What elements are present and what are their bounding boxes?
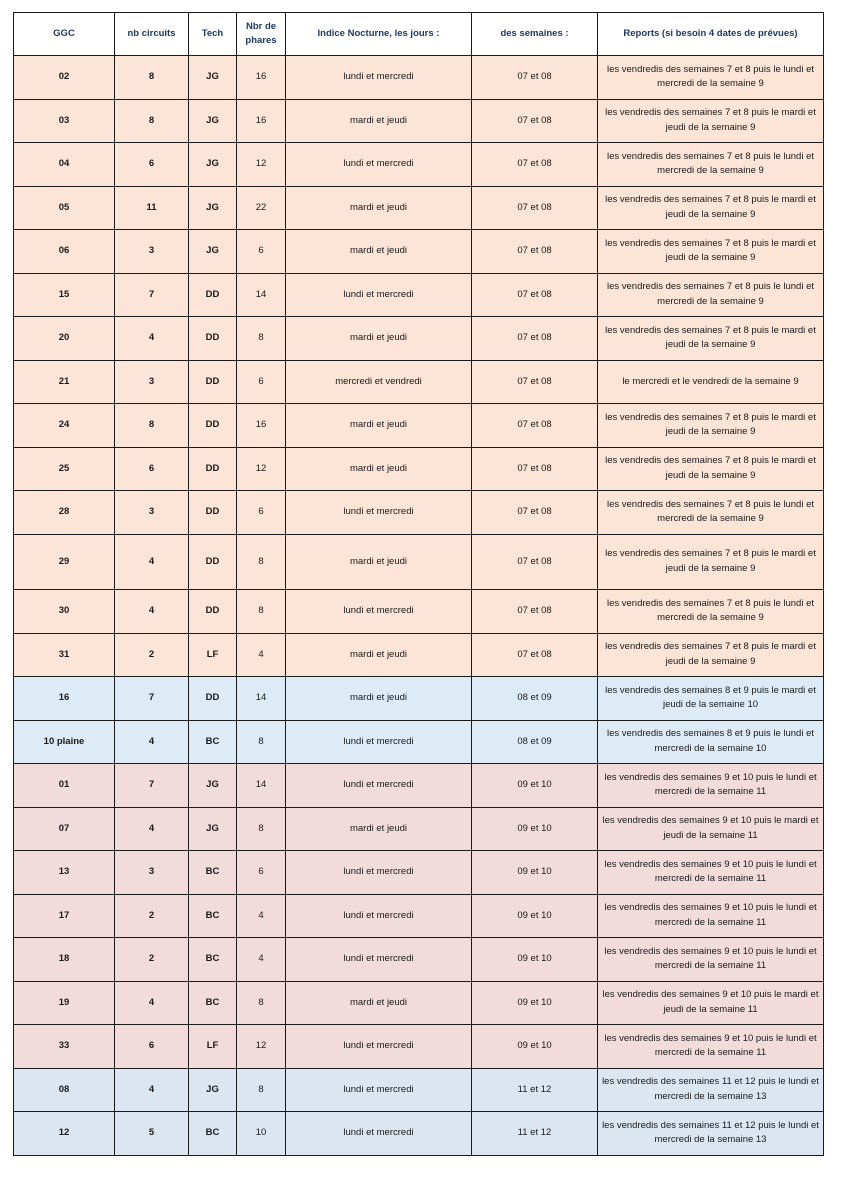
tech-cell: BC	[189, 720, 237, 764]
reports-cell: le mercredi et le vendredi de la semaine 9	[598, 360, 824, 404]
indice-nocturne-cell: lundi et mercredi	[286, 491, 472, 535]
semaines-cell: 07 et 08	[472, 56, 598, 100]
indice-nocturne-cell: mardi et jeudi	[286, 317, 472, 361]
nb-circuits-cell: 11	[115, 186, 189, 230]
nbr-phares-cell: 8	[237, 1068, 286, 1112]
header-semaines: des semaines :	[472, 13, 598, 56]
tech-cell: BC	[189, 1112, 237, 1156]
semaines-cell: 07 et 08	[472, 534, 598, 590]
reports-cell: les vendredis des semaines 7 et 8 puis le lundi et mercredi de la semaine 9	[598, 143, 824, 187]
table-row	[14, 894, 824, 938]
reports-cell: les vendredis des semaines 8 et 9 puis le lundi et mercredi de la semaine 10	[598, 720, 824, 764]
table-row	[14, 143, 824, 187]
reports-cell: les vendredis des semaines 8 et 9 puis le mardi et jeudi de la semaine 10	[598, 677, 824, 721]
indice-nocturne-cell: lundi et mercredi	[286, 851, 472, 895]
table-row	[14, 1025, 824, 1069]
reports-cell: les vendredis des semaines 7 et 8 puis le lundi et mercredi de la semaine 9	[598, 273, 824, 317]
nb-circuits-cell: 3	[115, 360, 189, 404]
table-row	[14, 981, 824, 1025]
reports-cell: les vendredis des semaines 9 et 10 puis le lundi et mercredi de la semaine 11	[598, 894, 824, 938]
table-row	[14, 807, 824, 851]
table-row	[14, 491, 824, 535]
indice-nocturne-cell: mardi et jeudi	[286, 186, 472, 230]
tech-cell: JG	[189, 186, 237, 230]
tech-cell: BC	[189, 851, 237, 895]
semaines-cell: 07 et 08	[472, 590, 598, 634]
semaines-cell: 09 et 10	[472, 1025, 598, 1069]
ggc-cell: 06	[14, 230, 115, 274]
reports-cell: les vendredis des semaines 9 et 10 puis le lundi et mercredi de la semaine 11	[598, 851, 824, 895]
ggc-cell: 03	[14, 99, 115, 143]
nbr-phares-cell: 14	[237, 764, 286, 808]
ggc-cell: 33	[14, 1025, 115, 1069]
semaines-cell: 07 et 08	[472, 230, 598, 274]
table-row	[14, 633, 824, 677]
nb-circuits-cell: 8	[115, 99, 189, 143]
header-reports: Reports (si besoin 4 dates de prévues)	[598, 13, 824, 56]
nbr-phares-cell: 16	[237, 404, 286, 448]
table-row	[14, 1112, 824, 1156]
reports-cell: les vendredis des semaines 9 et 10 puis le lundi et mercredi de la semaine 11	[598, 764, 824, 808]
indice-nocturne-cell: lundi et mercredi	[286, 720, 472, 764]
table-row	[14, 56, 824, 100]
header-nbr-phares: Nbr de phares	[237, 13, 286, 56]
table-row	[14, 317, 824, 361]
indice-nocturne-cell: mardi et jeudi	[286, 99, 472, 143]
nbr-phares-cell: 8	[237, 807, 286, 851]
ggc-cell: 30	[14, 590, 115, 634]
nbr-phares-cell: 12	[237, 447, 286, 491]
reports-cell: les vendredis des semaines 7 et 8 puis le mardi et jeudi de la semaine 9	[598, 186, 824, 230]
ggc-cell: 07	[14, 807, 115, 851]
semaines-cell: 09 et 10	[472, 851, 598, 895]
nbr-phares-cell: 16	[237, 99, 286, 143]
table-row	[14, 99, 824, 143]
ggc-cell: 13	[14, 851, 115, 895]
nb-circuits-cell: 7	[115, 273, 189, 317]
semaines-cell: 07 et 08	[472, 143, 598, 187]
tech-cell: JG	[189, 807, 237, 851]
nbr-phares-cell: 8	[237, 590, 286, 634]
tech-cell: DD	[189, 404, 237, 448]
indice-nocturne-cell: lundi et mercredi	[286, 1112, 472, 1156]
semaines-cell: 09 et 10	[472, 807, 598, 851]
table-row	[14, 273, 824, 317]
tech-cell: DD	[189, 677, 237, 721]
semaines-cell: 07 et 08	[472, 99, 598, 143]
nb-circuits-cell: 4	[115, 317, 189, 361]
nb-circuits-cell: 6	[115, 143, 189, 187]
table-row	[14, 1068, 824, 1112]
indice-nocturne-cell: mardi et jeudi	[286, 633, 472, 677]
nbr-phares-cell: 10	[237, 1112, 286, 1156]
reports-cell: les vendredis des semaines 7 et 8 puis le mardi et jeudi de la semaine 9	[598, 317, 824, 361]
table-row	[14, 938, 824, 982]
tech-cell: LF	[189, 633, 237, 677]
table-row	[14, 447, 824, 491]
nbr-phares-cell: 14	[237, 677, 286, 721]
ggc-cell: 25	[14, 447, 115, 491]
ggc-cell: 04	[14, 143, 115, 187]
reports-cell: les vendredis des semaines 9 et 10 puis le lundi et mercredi de la semaine 11	[598, 938, 824, 982]
reports-cell: les vendredis des semaines 7 et 8 puis le mardi et jeudi de la semaine 9	[598, 404, 824, 448]
reports-cell: les vendredis des semaines 7 et 8 puis le mardi et jeudi de la semaine 9	[598, 633, 824, 677]
indice-nocturne-cell: lundi et mercredi	[286, 894, 472, 938]
indice-nocturne-cell: mardi et jeudi	[286, 230, 472, 274]
nb-circuits-cell: 4	[115, 534, 189, 590]
indice-nocturne-cell: mercredi et vendredi	[286, 360, 472, 404]
semaines-cell: 11 et 12	[472, 1068, 598, 1112]
ggc-cell: 02	[14, 56, 115, 100]
table-row	[14, 186, 824, 230]
ggc-cell: 31	[14, 633, 115, 677]
ggc-cell: 20	[14, 317, 115, 361]
nb-circuits-cell: 4	[115, 981, 189, 1025]
tech-cell: JG	[189, 56, 237, 100]
table-row	[14, 851, 824, 895]
nb-circuits-cell: 6	[115, 1025, 189, 1069]
header-row	[14, 13, 824, 56]
ggc-cell: 15	[14, 273, 115, 317]
tech-cell: BC	[189, 981, 237, 1025]
semaines-cell: 07 et 08	[472, 273, 598, 317]
indice-nocturne-cell: lundi et mercredi	[286, 938, 472, 982]
semaines-cell: 07 et 08	[472, 186, 598, 230]
indice-nocturne-cell: mardi et jeudi	[286, 807, 472, 851]
ggc-cell: 12	[14, 1112, 115, 1156]
nb-circuits-cell: 4	[115, 807, 189, 851]
reports-cell: les vendredis des semaines 7 et 8 puis le mardi et jeudi de la semaine 9	[598, 99, 824, 143]
tech-cell: DD	[189, 273, 237, 317]
tech-cell: JG	[189, 99, 237, 143]
indice-nocturne-cell: lundi et mercredi	[286, 56, 472, 100]
tech-cell: DD	[189, 534, 237, 590]
indice-nocturne-cell: mardi et jeudi	[286, 447, 472, 491]
reports-cell: les vendredis des semaines 11 et 12 puis le lundi et mercredi de la semaine 13	[598, 1112, 824, 1156]
indice-nocturne-cell: lundi et mercredi	[286, 764, 472, 808]
semaines-cell: 07 et 08	[472, 447, 598, 491]
nbr-phares-cell: 8	[237, 317, 286, 361]
nb-circuits-cell: 4	[115, 720, 189, 764]
nbr-phares-cell: 4	[237, 633, 286, 677]
table-row	[14, 764, 824, 808]
indice-nocturne-cell: lundi et mercredi	[286, 143, 472, 187]
reports-cell: les vendredis des semaines 11 et 12 puis le lundi et mercredi de la semaine 13	[598, 1068, 824, 1112]
tech-cell: DD	[189, 491, 237, 535]
table-row	[14, 360, 824, 404]
ggc-cell: 18	[14, 938, 115, 982]
semaines-cell: 08 et 09	[472, 677, 598, 721]
tech-cell: JG	[189, 1068, 237, 1112]
semaines-cell: 09 et 10	[472, 938, 598, 982]
indice-nocturne-cell: mardi et jeudi	[286, 534, 472, 590]
ggc-cell: 16	[14, 677, 115, 721]
nbr-phares-cell: 8	[237, 981, 286, 1025]
nb-circuits-cell: 4	[115, 1068, 189, 1112]
ggc-cell: 21	[14, 360, 115, 404]
nbr-phares-cell: 6	[237, 360, 286, 404]
reports-cell: les vendredis des semaines 7 et 8 puis le mardi et jeudi de la semaine 9	[598, 230, 824, 274]
tech-cell: LF	[189, 1025, 237, 1069]
tech-cell: DD	[189, 590, 237, 634]
nbr-phares-cell: 8	[237, 534, 286, 590]
nbr-phares-cell: 6	[237, 491, 286, 535]
semaines-cell: 09 et 10	[472, 981, 598, 1025]
nbr-phares-cell: 22	[237, 186, 286, 230]
semaines-cell: 07 et 08	[472, 317, 598, 361]
tech-cell: DD	[189, 360, 237, 404]
semaines-cell: 09 et 10	[472, 894, 598, 938]
tech-cell: DD	[189, 447, 237, 491]
header-tech: Tech	[189, 13, 237, 56]
nb-circuits-cell: 2	[115, 938, 189, 982]
table-body	[14, 56, 824, 1156]
semaines-cell: 07 et 08	[472, 360, 598, 404]
nb-circuits-cell: 7	[115, 677, 189, 721]
indice-nocturne-cell: mardi et jeudi	[286, 677, 472, 721]
nb-circuits-cell: 8	[115, 404, 189, 448]
semaines-cell: 07 et 08	[472, 633, 598, 677]
nb-circuits-cell: 5	[115, 1112, 189, 1156]
header-indice-nocturne: Indice Nocturne, les jours :	[286, 13, 472, 56]
indice-nocturne-cell: mardi et jeudi	[286, 404, 472, 448]
table-row	[14, 677, 824, 721]
ggc-cell: 17	[14, 894, 115, 938]
nbr-phares-cell: 6	[237, 230, 286, 274]
reports-cell: les vendredis des semaines 9 et 10 puis le lundi et mercredi de la semaine 11	[598, 1025, 824, 1069]
table-row	[14, 720, 824, 764]
tech-cell: JG	[189, 764, 237, 808]
header-nb-circuits: nb circuits	[115, 13, 189, 56]
nbr-phares-cell: 4	[237, 938, 286, 982]
nb-circuits-cell: 3	[115, 491, 189, 535]
nb-circuits-cell: 6	[115, 447, 189, 491]
schedule-table	[13, 12, 824, 1156]
nb-circuits-cell: 2	[115, 894, 189, 938]
nb-circuits-cell: 3	[115, 851, 189, 895]
reports-cell: les vendredis des semaines 7 et 8 puis le lundi et mercredi de la semaine 9	[598, 56, 824, 100]
nbr-phares-cell: 4	[237, 894, 286, 938]
ggc-cell: 10 plaine	[14, 720, 115, 764]
semaines-cell: 08 et 09	[472, 720, 598, 764]
nbr-phares-cell: 16	[237, 56, 286, 100]
nbr-phares-cell: 6	[237, 851, 286, 895]
semaines-cell: 07 et 08	[472, 404, 598, 448]
tech-cell: BC	[189, 894, 237, 938]
reports-cell: les vendredis des semaines 9 et 10 puis le mardi et jeudi de la semaine 11	[598, 807, 824, 851]
semaines-cell: 11 et 12	[472, 1112, 598, 1156]
nbr-phares-cell: 12	[237, 143, 286, 187]
nbr-phares-cell: 14	[237, 273, 286, 317]
table-row	[14, 534, 824, 590]
ggc-cell: 05	[14, 186, 115, 230]
tech-cell: DD	[189, 317, 237, 361]
reports-cell: les vendredis des semaines 9 et 10 puis le mardi et jeudi de la semaine 11	[598, 981, 824, 1025]
table-row	[14, 230, 824, 274]
tech-cell: JG	[189, 230, 237, 274]
table-row	[14, 404, 824, 448]
nb-circuits-cell: 3	[115, 230, 189, 274]
nbr-phares-cell: 12	[237, 1025, 286, 1069]
indice-nocturne-cell: mardi et jeudi	[286, 981, 472, 1025]
reports-cell: les vendredis des semaines 7 et 8 puis le lundi et mercredi de la semaine 9	[598, 590, 824, 634]
tech-cell: JG	[189, 143, 237, 187]
ggc-cell: 29	[14, 534, 115, 590]
ggc-cell: 28	[14, 491, 115, 535]
indice-nocturne-cell: lundi et mercredi	[286, 1068, 472, 1112]
tech-cell: BC	[189, 938, 237, 982]
ggc-cell: 08	[14, 1068, 115, 1112]
semaines-cell: 07 et 08	[472, 491, 598, 535]
table-row	[14, 590, 824, 634]
nbr-phares-cell: 8	[237, 720, 286, 764]
reports-cell: les vendredis des semaines 7 et 8 puis le mardi et jeudi de la semaine 9	[598, 447, 824, 491]
ggc-cell: 24	[14, 404, 115, 448]
indice-nocturne-cell: lundi et mercredi	[286, 273, 472, 317]
nb-circuits-cell: 8	[115, 56, 189, 100]
ggc-cell: 01	[14, 764, 115, 808]
nb-circuits-cell: 2	[115, 633, 189, 677]
nb-circuits-cell: 7	[115, 764, 189, 808]
semaines-cell: 09 et 10	[472, 764, 598, 808]
indice-nocturne-cell: lundi et mercredi	[286, 590, 472, 634]
indice-nocturne-cell: lundi et mercredi	[286, 1025, 472, 1069]
header-ggc: GGC	[14, 13, 115, 56]
nb-circuits-cell: 4	[115, 590, 189, 634]
reports-cell: les vendredis des semaines 7 et 8 puis le lundi et mercredi de la semaine 9	[598, 491, 824, 535]
reports-cell: les vendredis des semaines 7 et 8 puis le mardi et jeudi de la semaine 9	[598, 534, 824, 590]
ggc-cell: 19	[14, 981, 115, 1025]
